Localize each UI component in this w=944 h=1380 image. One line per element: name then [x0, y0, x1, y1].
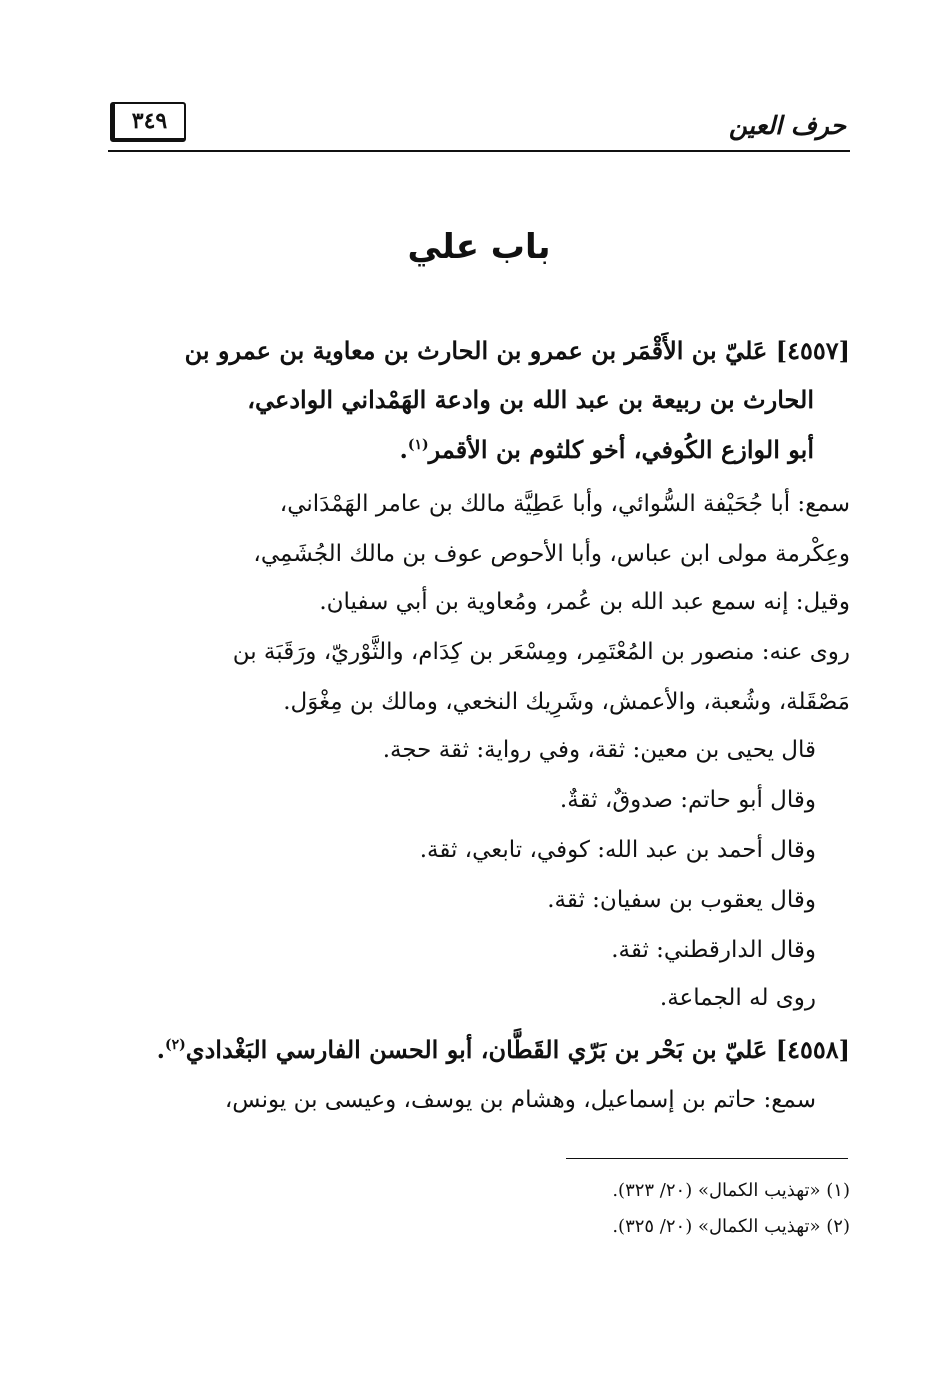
header-rule: [108, 150, 850, 152]
body-line: روى عنه: منصور بن المُعْتَمِر، ومِسْعَر بن كِدَام، والثَّوْريّ، ورَقَبَة بن: [232, 639, 850, 665]
footnote-rule: [566, 1158, 848, 1159]
page-number: ٣٤٩: [110, 102, 186, 142]
body-line: وعِكْرمة مولى ابن عباس، وأبا الأحوص عوف بن مالك الجُشَمِي،: [253, 541, 850, 567]
body-line: روى له الجماعة.: [659, 985, 816, 1011]
body-line: وقيل: إنه سمع عبد الله بن عُمر، ومُعاوية بن أبي سفيان.: [319, 589, 850, 615]
body-line: سمع: أبا جُحَيْفة السُّوائي، وأبا عَطِيَّة مالك بن عامر الهَمْدَاني،: [279, 491, 850, 517]
entry-trailing: .: [156, 1035, 166, 1064]
entry-name: أبو الوازع الكُوفي، أخو كلثوم بن الأقمر: [428, 435, 814, 464]
entry-heading-line: الحارث بن ربيعة بن عبد الله بن وادعة الهَمْداني الوادعي،: [247, 385, 814, 414]
body-line: وقال أحمد بن عبد الله: كوفي، تابعي، ثقة.: [419, 837, 816, 863]
body-line: قال يحيى بن معين: ثقة، وفي رواية: ثقة حجة.: [382, 737, 816, 763]
body-line: سمع: حاتم بن إسماعيل، وهشام بن يوسف، وعيسى بن يونس،: [224, 1087, 816, 1113]
body-line: مَصْقَلة، وشُعبة، والأعمش، وشَرِيك النخعي، ومالك بن مِغْوَل.: [283, 689, 850, 715]
body-line: وقال يعقوب بن سفيان: ثقة.: [547, 887, 816, 913]
entry-number: [٤٥٥٨]: [775, 1035, 850, 1064]
entry-trailing: .: [399, 435, 408, 464]
entry-number: [٤٥٥٧]: [775, 336, 850, 365]
entry-heading-line: [400, 430, 815, 470]
footnote: (٢) «تهذيب الكمال» (٢٠/ ٣٢٥).: [612, 1216, 850, 1237]
body-line: وقال الدارقطني: ثقة.: [611, 937, 816, 963]
running-title: حرف العين: [728, 111, 846, 140]
chapter-heading: باب علي: [407, 227, 551, 267]
entry-heading-line: [185, 331, 850, 371]
footnote-ref: (١): [407, 437, 429, 453]
body-line: وقال أبو حاتم: صدوقٌ، ثقةٌ.: [559, 787, 816, 813]
entry-name: عَليّ بن بَحْر بن بَرّي القَطَّان، أبو الحسن الفارسي البَغْدادي: [185, 1035, 768, 1064]
entry-heading-line: [157, 1030, 850, 1070]
footnote-ref: (٢): [165, 1037, 186, 1053]
footnote: (١) «تهذيب الكمال» (٢٠/ ٣٢٣).: [612, 1180, 850, 1201]
entry-name: عَليّ بن الأَقْمَر بن عمرو بن الحارث بن معاوية بن عمرو بن: [184, 336, 768, 365]
